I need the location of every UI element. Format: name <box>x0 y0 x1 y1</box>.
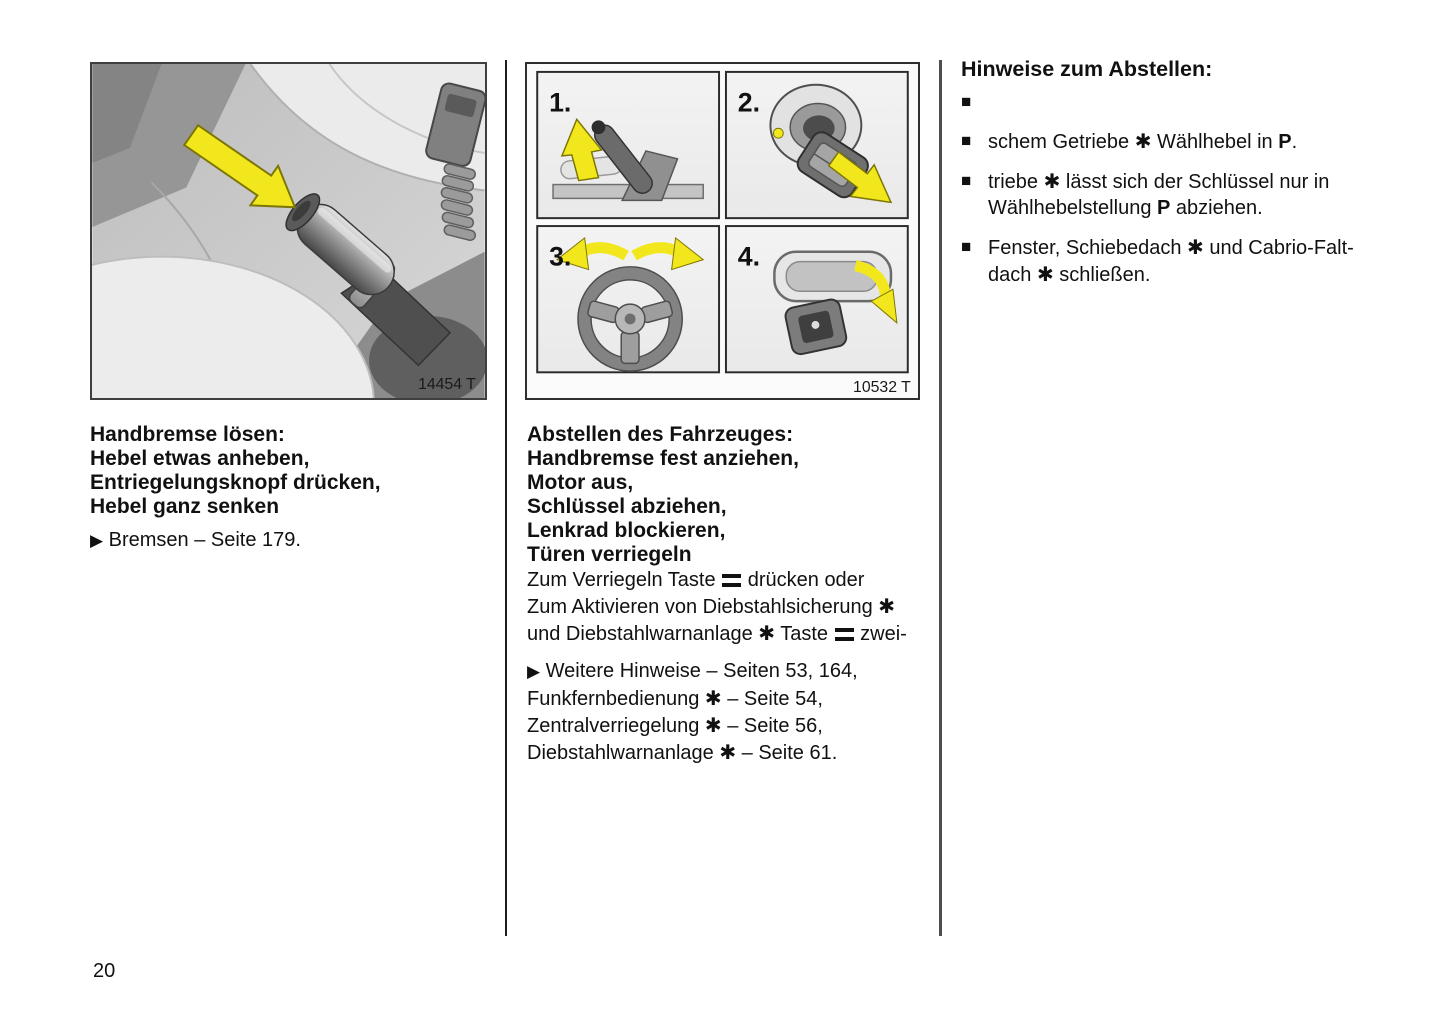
text-segment: schem Getriebe <box>988 131 1135 153</box>
lock-button-icon <box>835 628 854 641</box>
text-segment: Diebstahlwarnanlage <box>527 742 720 764</box>
door-key-fob <box>784 298 848 356</box>
text-line <box>527 567 932 593</box>
bullet-square-icon: ■ <box>961 237 972 256</box>
notes-heading: Hinweise zum Abstellen: <box>961 57 1213 81</box>
note-item <box>961 128 1381 155</box>
figure-label: 14454 T <box>418 376 476 394</box>
text-line <box>988 168 1381 195</box>
text-line <box>527 620 932 647</box>
panel-number: 3. <box>549 241 572 272</box>
text-line <box>90 527 495 554</box>
panel-number: 2. <box>737 87 761 118</box>
text-segment: Fenster, Schiebedach <box>988 237 1188 259</box>
text-line <box>527 423 932 447</box>
text-segment: – Seite 56, <box>721 715 823 737</box>
text-segment: Entriegelungsknopf drücken, <box>90 471 381 494</box>
note-text <box>988 234 1381 288</box>
column-divider <box>939 60 942 936</box>
text-line <box>527 471 932 495</box>
text-segment: drücken oder <box>742 569 865 591</box>
text-line <box>90 471 495 495</box>
text-segment: . <box>1291 131 1298 153</box>
optional-equipment-icon: ✱ <box>1187 235 1204 259</box>
text-segment: Abstellen des Fahrzeuges: <box>527 423 794 446</box>
text-segment: Zum Aktivieren von Diebstahlsicherung <box>527 596 879 618</box>
text-segment: triebe <box>988 171 1044 193</box>
text-segment: – Seite 54, <box>721 688 823 710</box>
note-item <box>961 89 1381 115</box>
text-segment: Lenkrad blockieren, <box>527 519 726 542</box>
optional-equipment-icon: ✱ <box>878 594 896 618</box>
text-segment: Wählhebelstellung <box>988 197 1157 219</box>
text-line <box>527 495 932 519</box>
parking-steps-figure <box>525 62 920 400</box>
text-segment: Hebel etwas anheben, <box>90 447 310 470</box>
handbrake-illustration <box>92 64 485 398</box>
text-segment: lässt sich der Schlüssel nur in <box>1060 171 1330 193</box>
panel-number: 4. <box>737 241 761 272</box>
optional-equipment-icon: ✱ <box>1043 169 1061 193</box>
text-segment: zwei- <box>854 623 907 645</box>
text-segment: abziehen. <box>1170 197 1263 219</box>
page-number: 20 <box>93 960 116 982</box>
column-divider <box>505 60 507 936</box>
text-line <box>90 423 495 447</box>
text-segment: Funkfernbedienung <box>527 688 705 710</box>
pointer-icon: ▶ <box>90 531 104 550</box>
text-segment: – Seite 61. <box>736 742 838 764</box>
note-item <box>961 168 1381 221</box>
text-segment: Wählhebel in <box>1151 131 1279 153</box>
parking-steps-illustration <box>527 64 918 398</box>
text-line <box>527 658 932 685</box>
text-segment: und Diebstahlwarnanlage <box>527 623 759 645</box>
pointer-icon: ▶ <box>527 662 541 681</box>
text-line <box>988 234 1381 261</box>
optional-equipment-icon: ✱ <box>1134 129 1152 153</box>
wheel-hub-center <box>625 314 636 325</box>
text-segment: und Cabrio-Falt- <box>1203 237 1354 259</box>
text-line <box>527 543 932 567</box>
panel-number: 1. <box>549 87 572 118</box>
text-line <box>527 739 932 766</box>
text-segment: Bremsen – Seite 179. <box>103 529 301 551</box>
text-line <box>90 495 495 519</box>
text-segment: dach <box>988 264 1037 286</box>
optional-equipment-icon: ✱ <box>719 740 737 764</box>
locking-instructions <box>527 567 932 647</box>
text-segment: Zum Verriegeln Taste <box>527 569 722 591</box>
bullet-square-icon: ■ <box>961 92 972 111</box>
text-segment: P <box>1278 131 1292 153</box>
optional-equipment-icon: ✱ <box>704 713 722 737</box>
further-references <box>527 658 932 766</box>
text-line <box>988 128 1381 155</box>
optional-equipment-icon: ✱ <box>758 621 776 645</box>
text-segment: schließen. <box>1053 264 1151 286</box>
text-segment: Handbremse fest anziehen, <box>527 447 799 470</box>
handbrake-figure <box>90 62 487 400</box>
text-line <box>527 519 932 543</box>
lever-button <box>592 120 606 134</box>
note-item <box>961 234 1381 288</box>
text-line <box>527 712 932 739</box>
text-segment: Taste <box>775 623 834 645</box>
left-column-text <box>90 423 495 554</box>
note-text <box>988 128 1381 155</box>
text-line <box>527 685 932 712</box>
text-line <box>988 261 1381 288</box>
text-line <box>988 195 1381 221</box>
text-segment: Hebel ganz senken <box>90 495 280 518</box>
parking-notes-column <box>961 56 1381 301</box>
lock-button-icon <box>722 574 741 587</box>
figure-label: 10532 T <box>853 379 911 397</box>
optional-equipment-icon: ✱ <box>704 686 722 710</box>
ignition-mark-dot <box>773 128 783 138</box>
text-segment: Motor aus, <box>527 471 634 494</box>
wheel-spoke <box>621 332 639 364</box>
optional-equipment-icon: ✱ <box>1036 262 1054 286</box>
handbrake-release-heading <box>90 423 495 519</box>
bullet-square-icon: ■ <box>961 171 972 190</box>
parking-heading <box>527 423 932 567</box>
text-segment: Handbremse lösen: <box>90 423 285 446</box>
bullet-square-icon: ■ <box>961 131 972 150</box>
text-line <box>527 593 932 620</box>
middle-column-text <box>527 423 932 766</box>
note-text <box>988 168 1381 221</box>
text-segment: Weitere Hinweise – Seiten 53, 164, <box>540 660 858 682</box>
text-segment: Zentralverriegelung <box>527 715 705 737</box>
text-segment: Türen verriegeln <box>527 543 692 566</box>
text-line <box>527 447 932 471</box>
text-segment: Schlüssel abziehen, <box>527 495 727 518</box>
brakes-reference <box>90 527 495 554</box>
text-segment: P <box>1157 197 1171 219</box>
text-line <box>90 447 495 471</box>
